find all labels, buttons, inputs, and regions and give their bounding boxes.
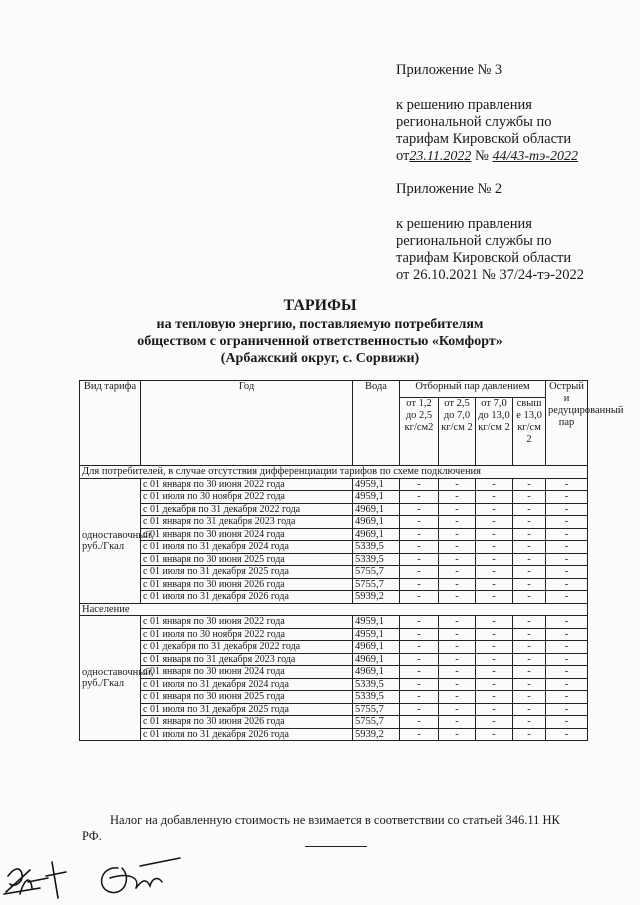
dash-cell: - (513, 578, 546, 591)
annex2-line-3: тарифам Кировской области (396, 250, 572, 266)
table-row (80, 628, 588, 641)
dash-cell: - (513, 591, 546, 604)
period-cell: с 01 января по 30 июня 2022 года (141, 616, 353, 629)
table-row (80, 716, 588, 729)
subtitle-line-3: (Арбажский округ, с. Сорвижи) (220, 351, 420, 366)
period-cell: с 01 января по 30 июня 2022 года (141, 478, 353, 491)
dash-cell: - (400, 528, 439, 541)
water-cell: 4969,1 (353, 641, 400, 654)
dash-cell: - (546, 666, 588, 679)
vat-note: Налог на добавленную стоимость не взимается в соответствии со статьей 346.11 НК РФ. (82, 813, 560, 843)
dash-cell: - (439, 628, 476, 641)
water-cell: 5339,5 (353, 553, 400, 566)
water-cell: 5339,5 (353, 691, 400, 704)
col-water: Вода (353, 381, 400, 466)
dash-cell: - (439, 678, 476, 691)
col-kind: Вид тарифа (80, 381, 141, 466)
col-year: Год (141, 381, 353, 466)
annex3-number: 44/43-тэ-2022 (492, 149, 578, 164)
dash-cell: - (476, 616, 513, 629)
water-cell: 5339,5 (353, 541, 400, 554)
dash-cell: - (546, 616, 588, 629)
table-row (80, 703, 588, 716)
dash-cell: - (476, 716, 513, 729)
period-cell: с 01 января по 30 июня 2026 года (141, 578, 353, 591)
dash-cell: - (439, 666, 476, 679)
dash-cell: - (546, 728, 588, 741)
dash-cell: - (546, 691, 588, 704)
water-cell: 4969,1 (353, 516, 400, 529)
water-cell: 5939,2 (353, 591, 400, 604)
dash-cell: - (476, 491, 513, 504)
period-cell: с 01 июля по 31 декабря 2026 года (141, 591, 353, 604)
dash-cell: - (546, 553, 588, 566)
water-cell: 5755,7 (353, 578, 400, 591)
dash-cell: - (400, 678, 439, 691)
col-p3: от 7,0 до 13,0 кг/см 2 (476, 398, 513, 466)
dash-cell: - (476, 591, 513, 604)
period-cell: с 01 января по 30 июня 2026 года (141, 716, 353, 729)
col-sharp-steam: Острый и редуцированный пар (546, 381, 588, 466)
dash-cell: - (439, 528, 476, 541)
annex3-line-3: тарифам Кировской области (396, 131, 572, 147)
dash-cell: - (546, 678, 588, 691)
col-p4: свыш е 13,0 кг/см 2 (513, 398, 546, 466)
period-cell: с 01 декабря по 31 декабря 2022 года (141, 641, 353, 654)
dash-cell: - (476, 516, 513, 529)
col-p2: от 2,5 до 7,0 кг/см 2 (439, 398, 476, 466)
period-cell: с 01 января по 31 декабря 2023 года (141, 653, 353, 666)
dash-cell: - (513, 653, 546, 666)
dash-cell: - (476, 728, 513, 741)
period-cell: с 01 января по 30 июня 2024 года (141, 666, 353, 679)
period-cell: с 01 июля по 31 декабря 2024 года (141, 678, 353, 691)
group-row (80, 603, 588, 616)
dash-cell: - (439, 728, 476, 741)
dash-cell: - (439, 503, 476, 516)
table-row (80, 666, 588, 679)
dash-cell: - (513, 528, 546, 541)
dash-cell: - (513, 703, 546, 716)
dash-cell: - (476, 691, 513, 704)
dash-cell: - (400, 716, 439, 729)
dash-cell: - (476, 578, 513, 591)
dash-cell: - (400, 703, 439, 716)
water-cell: 4959,1 (353, 616, 400, 629)
table-row (80, 578, 588, 591)
period-cell: с 01 июля по 31 декабря 2025 года (141, 703, 353, 716)
subtitle-line-2: обществом с ограниченной ответственностью «Комфорт» (137, 334, 503, 349)
period-cell: с 01 января по 30 июня 2025 года (141, 691, 353, 704)
dash-cell: - (546, 653, 588, 666)
separator-line (305, 846, 367, 847)
dash-cell: - (476, 703, 513, 716)
dash-cell: - (546, 566, 588, 579)
water-cell: 4969,1 (353, 653, 400, 666)
dash-cell: - (476, 541, 513, 554)
period-cell: с 01 июля по 31 декабря 2025 года (141, 566, 353, 579)
period-cell: с 01 января по 30 июня 2024 года (141, 528, 353, 541)
annex2-line-4: от 26.10.2021 № 37/24-тэ-2022 (396, 267, 584, 283)
table-row (80, 553, 588, 566)
table-row (80, 503, 588, 516)
dash-cell: - (439, 591, 476, 604)
dash-cell: - (439, 653, 476, 666)
dash-cell: - (546, 541, 588, 554)
dash-cell: - (400, 578, 439, 591)
annex2-line-2: региональной службы по (396, 233, 552, 249)
annex3-num-prefix: № (475, 148, 489, 164)
dash-cell: - (400, 591, 439, 604)
table-row (80, 528, 588, 541)
dash-cell: - (513, 541, 546, 554)
signature-initials (4, 862, 66, 898)
dash-cell: - (400, 691, 439, 704)
annex3-line-2: региональной службы по (396, 114, 552, 130)
doc-subtitle (60, 316, 580, 367)
annex2-line-1: к решению правления (396, 216, 532, 232)
dash-cell: - (476, 628, 513, 641)
dash-cell: - (439, 478, 476, 491)
dash-cell: - (546, 578, 588, 591)
table-row (80, 591, 588, 604)
dash-cell: - (439, 491, 476, 504)
dash-cell: - (400, 503, 439, 516)
table-row (80, 678, 588, 691)
water-cell: 5939,2 (353, 728, 400, 741)
dash-cell: - (400, 516, 439, 529)
dash-cell: - (400, 653, 439, 666)
dash-cell: - (400, 628, 439, 641)
dash-cell: - (546, 641, 588, 654)
dash-cell: - (513, 678, 546, 691)
dash-cell: - (546, 478, 588, 491)
dash-cell: - (546, 491, 588, 504)
dash-cell: - (546, 528, 588, 541)
dash-cell: - (546, 516, 588, 529)
dash-cell: - (476, 566, 513, 579)
doc-title: ТАРИФЫ (283, 297, 357, 314)
dash-cell: - (400, 666, 439, 679)
table-row (80, 491, 588, 504)
period-cell: с 01 июля по 31 декабря 2026 года (141, 728, 353, 741)
dash-cell: - (439, 578, 476, 591)
water-cell: 5755,7 (353, 716, 400, 729)
annex2-title: Приложение № 2 (396, 181, 503, 197)
group-row (80, 466, 588, 479)
dash-cell: - (513, 478, 546, 491)
dash-cell: - (439, 566, 476, 579)
group-title: Население (80, 603, 588, 616)
dash-cell: - (546, 628, 588, 641)
dash-cell: - (476, 478, 513, 491)
dash-cell: - (439, 553, 476, 566)
dash-cell: - (476, 528, 513, 541)
table-row (80, 641, 588, 654)
dash-cell: - (513, 491, 546, 504)
dash-cell: - (513, 503, 546, 516)
annex3-date-prefix: от (396, 148, 410, 164)
dash-cell: - (513, 691, 546, 704)
dash-cell: - (513, 566, 546, 579)
signature-main (102, 858, 180, 893)
dash-cell: - (400, 491, 439, 504)
dash-cell: - (476, 653, 513, 666)
water-cell: 5755,7 (353, 703, 400, 716)
dash-cell: - (513, 641, 546, 654)
water-cell: 5339,5 (353, 678, 400, 691)
tariff-table (79, 380, 624, 741)
period-cell: с 01 июля по 30 ноября 2022 года (141, 491, 353, 504)
table-row (80, 616, 588, 629)
dash-cell: - (476, 553, 513, 566)
dash-cell: - (400, 728, 439, 741)
water-cell: 4969,1 (353, 503, 400, 516)
table-row (80, 478, 588, 491)
period-cell: с 01 декабря по 31 декабря 2022 года (141, 503, 353, 516)
dash-cell: - (513, 716, 546, 729)
dash-cell: - (400, 566, 439, 579)
annex3-date-line (396, 148, 578, 165)
subtitle-line-1: на тепловую энергию, поставляемую потребителям (156, 317, 484, 332)
water-cell: 4969,1 (353, 666, 400, 679)
dash-cell: - (513, 616, 546, 629)
tariff-table-body (80, 466, 588, 741)
dash-cell: - (439, 641, 476, 654)
dash-cell: - (546, 503, 588, 516)
dash-cell: - (476, 503, 513, 516)
water-cell: 4959,1 (353, 478, 400, 491)
water-cell: 4959,1 (353, 628, 400, 641)
table-row (80, 691, 588, 704)
col-p1: от 1,2 до 2,5 кг/см2 (400, 398, 439, 466)
dash-cell: - (400, 478, 439, 491)
period-cell: с 01 января по 31 декабря 2023 года (141, 516, 353, 529)
group-title: Для потребителей, в случае отсутствия дифференциации тарифов по схеме подключения (80, 466, 588, 479)
dash-cell: - (513, 553, 546, 566)
table-row (80, 541, 588, 554)
period-cell: с 01 июля по 30 ноября 2022 года (141, 628, 353, 641)
dash-cell: - (513, 666, 546, 679)
dash-cell: - (439, 516, 476, 529)
dash-cell: - (400, 616, 439, 629)
annex3-title: Приложение № 3 (396, 62, 503, 78)
water-cell: 4969,1 (353, 528, 400, 541)
tariff-kind: одноставочный, руб./Гкал (80, 616, 141, 741)
dash-cell: - (400, 641, 439, 654)
dash-cell: - (439, 703, 476, 716)
dash-cell: - (439, 541, 476, 554)
dash-cell: - (400, 553, 439, 566)
table-row (80, 653, 588, 666)
annex3-date: 23.11.2022 (409, 149, 472, 164)
water-cell: 4959,1 (353, 491, 400, 504)
dash-cell: - (513, 628, 546, 641)
dash-cell: - (400, 541, 439, 554)
water-cell: 5755,7 (353, 566, 400, 579)
signature-marks (0, 848, 200, 903)
dash-cell: - (476, 666, 513, 679)
dash-cell: - (546, 703, 588, 716)
dash-cell: - (439, 616, 476, 629)
dash-cell: - (513, 728, 546, 741)
table-row (80, 516, 588, 529)
dash-cell: - (513, 516, 546, 529)
table-row (80, 566, 588, 579)
annex3-line-1: к решению правления (396, 97, 532, 113)
period-cell: с 01 января по 30 июня 2025 года (141, 553, 353, 566)
dash-cell: - (439, 716, 476, 729)
table-row (80, 728, 588, 741)
dash-cell: - (439, 691, 476, 704)
dash-cell: - (546, 716, 588, 729)
dash-cell: - (546, 591, 588, 604)
period-cell: с 01 июля по 31 декабря 2024 года (141, 541, 353, 554)
dash-cell: - (476, 641, 513, 654)
col-steam: Отборный пар давлением (400, 381, 546, 398)
tariff-kind: одноставочный, руб./Гкал (80, 478, 141, 603)
dash-cell: - (476, 678, 513, 691)
